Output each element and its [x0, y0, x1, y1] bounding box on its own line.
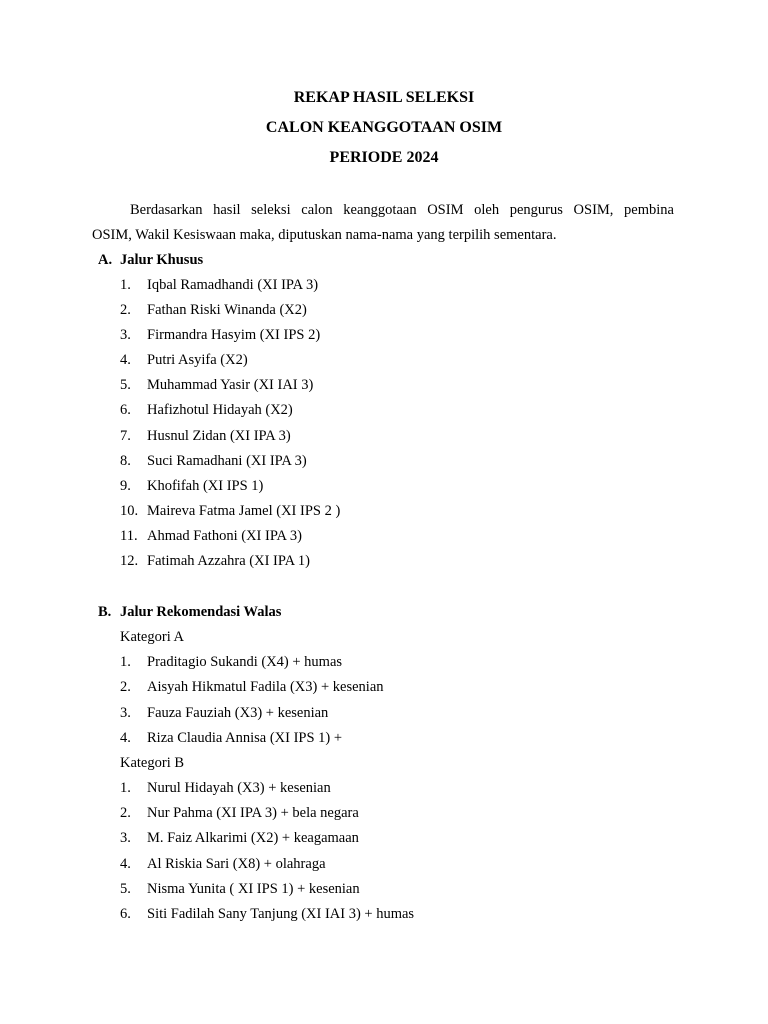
title-line-1: REKAP HASIL SELEKSI — [293, 89, 475, 106]
kategori-b-label: Kategori B — [120, 755, 185, 771]
list-item: 9. Khofifah (XI IPS 1) — [120, 478, 264, 494]
list-item: 12. Fatimah Azzahra (XI IPA 1) — [120, 553, 310, 569]
list-item: 3. M. Faiz Alkarimi (X2) + keagamaan — [120, 830, 359, 846]
list-item: 5. Muhammad Yasir (XI IAI 3) — [120, 377, 314, 393]
section-a-heading — [98, 250, 203, 270]
list-item: 8. Suci Ramadhani (XI IPA 3) — [120, 453, 307, 469]
list-item: 4. Al Riskia Sari (X8) + olahraga — [120, 856, 326, 872]
list-item: 1. Nurul Hidayah (X3) + kesenian — [120, 780, 331, 796]
list-item: 6. Hafizhotul Hidayah (X2) — [120, 402, 293, 418]
section-b-title: Jalur Rekomendasi Walas — [120, 604, 282, 620]
list-item: 3. Firmandra Hasyim (XI IPS 2) — [120, 327, 321, 343]
section-a-letter: A. — [98, 252, 113, 268]
list-item: 2. Aisyah Hikmatul Fadila (X3) + kesenian — [120, 679, 384, 695]
list-item: 5. Nisma Yunita ( XI IPS 1) + kesenian — [120, 881, 360, 897]
list-item: 3. Fauza Fauziah (X3) + kesenian — [120, 705, 329, 721]
list-item: 11. Ahmad Fathoni (XI IPA 3) — [120, 528, 302, 544]
list-item: 4. Putri Asyifa (X2) — [120, 352, 248, 368]
section-b-heading — [98, 602, 281, 622]
list-item: 4. Riza Claudia Annisa (XI IPS 1) + — [120, 730, 343, 746]
list-item: 2. Nur Pahma (XI IPA 3) + bela negara — [120, 805, 359, 821]
intro-paragraph — [92, 198, 674, 248]
title-line-2: CALON KEANGGOTAAN OSIM — [265, 119, 503, 136]
list-item: 1. Praditagio Sukandi (X4) + humas — [120, 654, 343, 670]
kategori-a-label: Kategori A — [120, 629, 185, 645]
list-item: 6. Siti Fadilah Sany Tanjung (XI IAI 3) + humas — [120, 906, 415, 922]
section-b-letter: B. — [98, 604, 112, 620]
list-item: 10. Maireva Fatma Jamel (XI IPS 2 ) — [120, 503, 341, 519]
intro-line-1: Berdasarkan hasil seleksi calon keanggotaan OSIM oleh pengurus OSIM, pembina — [130, 202, 674, 218]
list-item: 7. Husnul Zidan (XI IPA 3) — [120, 428, 291, 444]
list-item: 1. Iqbal Ramadhandi (XI IPA 3) — [120, 277, 319, 293]
section-a-title: Jalur Khusus — [120, 252, 204, 268]
title-line-3: PERIODE 2024 — [329, 149, 439, 166]
list-item: 2. Fathan Riski Winanda (X2) — [120, 302, 307, 318]
intro-line-2: OSIM, Wakil Kesiswaan maka, diputuskan nama-nama yang terpilih sementara. — [92, 227, 557, 243]
